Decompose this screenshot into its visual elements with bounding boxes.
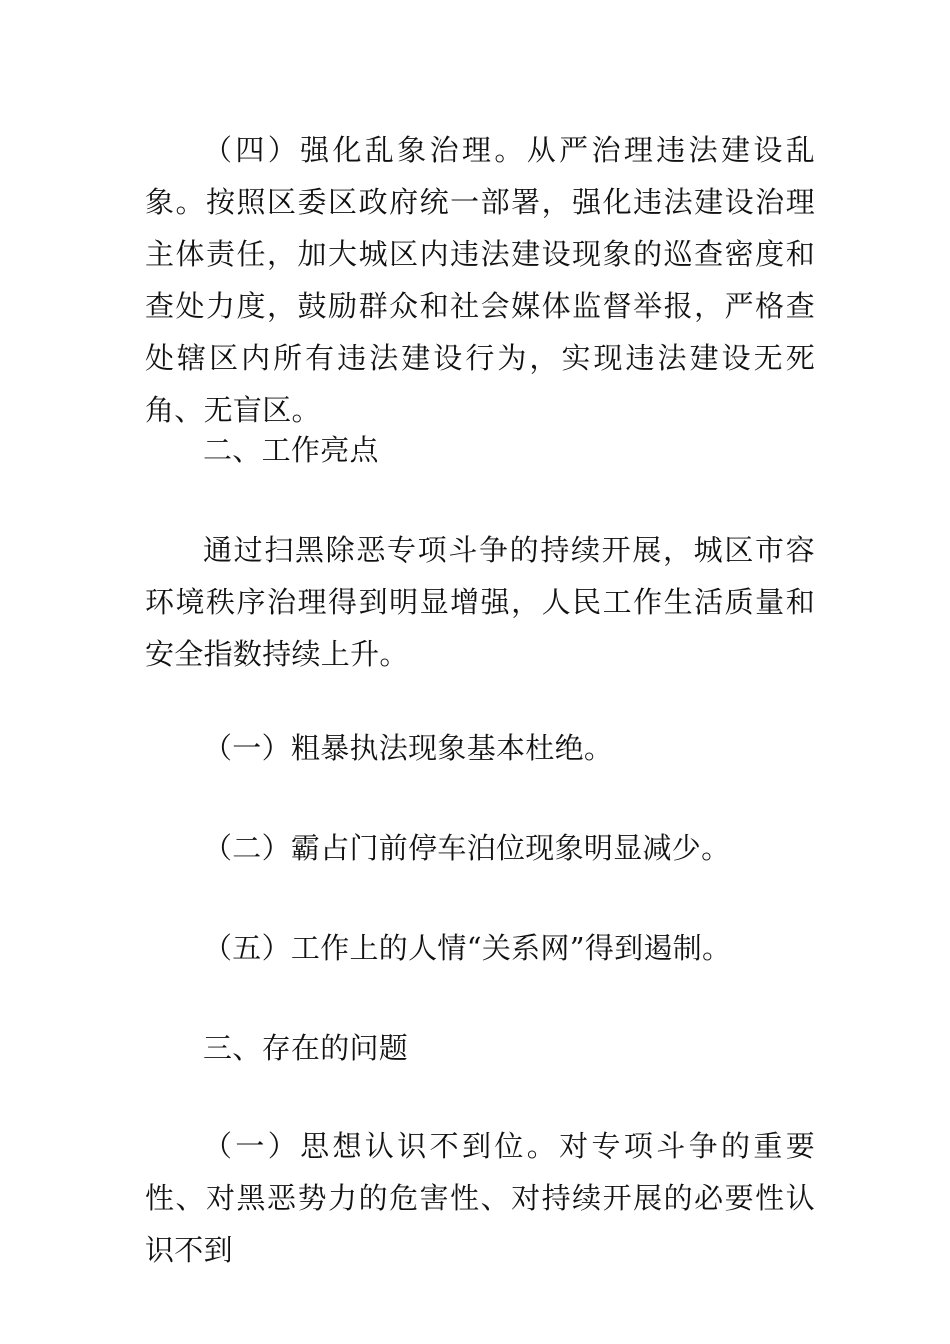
section-heading-work-highlights: 二、工作亮点: [203, 433, 379, 467]
paragraph-governance-chaos: （四）强化乱象治理。从严治理违法建设乱象。按照区委区政府统一部署，强化违法建设治理主体责任，加大城区内违法建设现象的巡查密度和查处力度，鼓励群众和社会媒体监督举报，严格查处辖区内所有违法建设行为，实现违法建设无死角、无盲区。: [145, 133, 815, 427]
paragraph-highlights-summary: 通过扫黑除恶专项斗争的持续开展，城区市容环境秩序治理得到明显增强，人民工作生活质量和安全指数持续上升。: [145, 533, 815, 671]
list-item-highlight-5: （五）工作上的人情“关系网”得到遏制。: [203, 931, 732, 965]
paragraph-problem-1: （一）思想认识不到位。对专项斗争的重要性、对黑恶势力的危害性、对持续开展的必要性认识不到: [145, 1129, 815, 1267]
list-item-highlight-2: （二）霸占门前停车泊位现象明显减少。: [203, 831, 731, 865]
section-heading-existing-problems: 三、存在的问题: [203, 1031, 409, 1065]
list-item-highlight-1: （一）粗暴执法现象基本杜绝。: [203, 731, 614, 765]
